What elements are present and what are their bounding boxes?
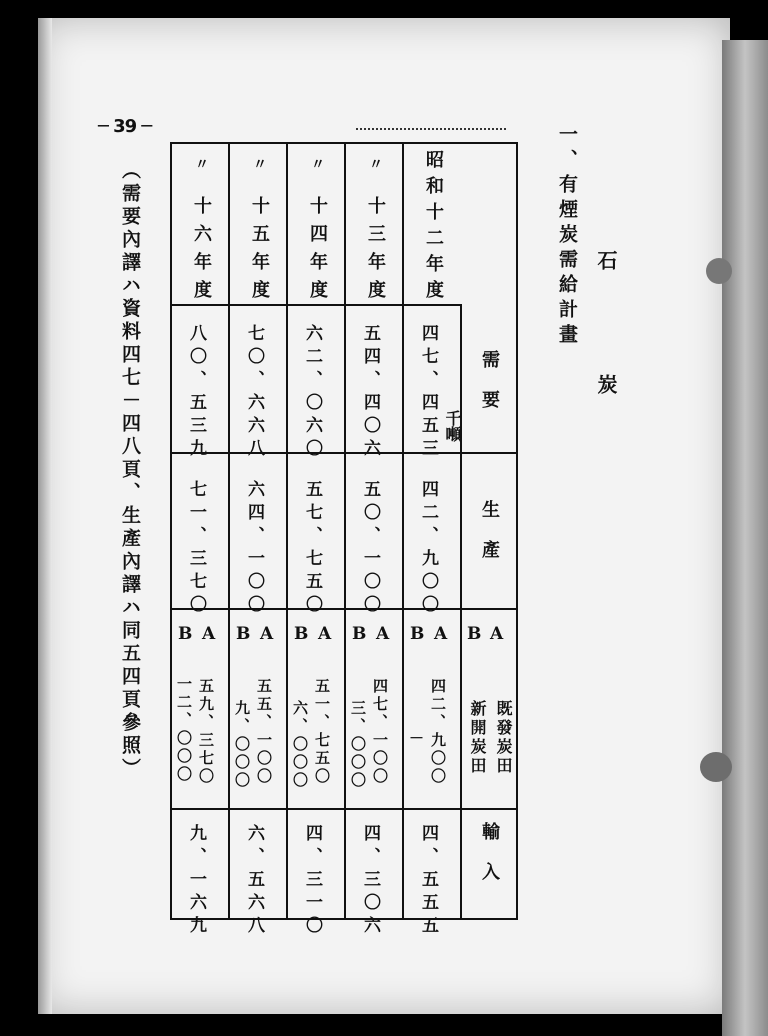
- row-b-value: 九、〇〇〇: [233, 700, 251, 790]
- row-production: 五〇、一〇〇: [360, 480, 380, 618]
- row-production: 七一、三七〇: [186, 480, 206, 618]
- row-year: 十三年度: [365, 196, 386, 308]
- row-demand: 五四、四〇六: [360, 324, 380, 462]
- table-col-rule-0: [170, 142, 172, 920]
- row-b-value: 三、〇〇〇: [349, 700, 367, 790]
- row-demand: 八〇、五三九: [186, 324, 206, 462]
- row-a-value: 五一、七五〇: [313, 678, 331, 786]
- row-import: 四、三一〇: [302, 824, 322, 939]
- row-b-label: B: [178, 624, 197, 644]
- binding-clip-bottom: [700, 752, 732, 782]
- row-import: 四、三〇六: [360, 824, 380, 939]
- row-a-value: 五九、三七〇: [197, 678, 215, 786]
- row-b-label: B: [352, 624, 371, 644]
- page-number: ─ 39 ─: [98, 116, 152, 137]
- page-gutter-shadow: [38, 18, 52, 1014]
- row-production: 五七、七五〇: [302, 480, 322, 618]
- row-production: 四二、九〇〇: [418, 480, 438, 618]
- table-col-rule-6: [516, 142, 518, 920]
- ditto-mark: 〃: [311, 157, 325, 173]
- row-demand: 六二、〇六〇: [302, 324, 322, 462]
- header-import: 輸入: [479, 822, 500, 902]
- ditto-mark: 〃: [369, 157, 383, 173]
- footnote: （需要內譯ハ資料四七－四八頁、生產內譯ハ同五四頁參照）: [119, 160, 141, 781]
- header-production: 生產: [479, 500, 500, 580]
- row-import: 四、五五五: [418, 824, 438, 939]
- binding-edge: [722, 40, 768, 1036]
- row-b-value: －: [407, 730, 425, 748]
- header-b-label: B: [467, 624, 486, 644]
- row-import: 九、一六九: [186, 824, 206, 939]
- table-col-rule-4: [402, 142, 404, 920]
- row-demand: 七〇、六六八: [244, 324, 264, 462]
- row-a-value: 四二、九〇〇: [429, 678, 447, 786]
- header-rule: [356, 128, 506, 130]
- header-new-coalfield: 新開炭田: [468, 700, 487, 776]
- row-a-label: A: [202, 624, 220, 644]
- binding-clip-top: [706, 258, 732, 284]
- row-b-label: B: [236, 624, 255, 644]
- table-title: 一、有煙炭需給計畫: [556, 124, 578, 349]
- row-import: 六、五六八: [244, 824, 264, 939]
- row-year: 昭和十二年度: [423, 150, 444, 306]
- row-a-label: A: [376, 624, 394, 644]
- row-b-label: B: [294, 624, 313, 644]
- row-year: 十五年度: [249, 196, 270, 308]
- row-b-value: 六、〇〇〇: [291, 700, 309, 790]
- header-a-label: A: [490, 624, 508, 644]
- table-col-rule-1: [228, 142, 230, 920]
- supply-demand-table: [170, 142, 518, 920]
- ditto-mark: 〃: [195, 157, 209, 173]
- row-demand: 四七、四五三: [418, 324, 438, 462]
- row-b-label: B: [410, 624, 429, 644]
- row-a-value: 五五、一〇〇: [255, 678, 273, 786]
- unit-label: 千噸: [443, 410, 462, 442]
- row-a-value: 四七、一〇〇: [371, 678, 389, 786]
- row-year: 十六年度: [191, 196, 212, 308]
- table-col-rule-3: [344, 142, 346, 920]
- row-b-value: 一二、〇〇〇: [175, 676, 193, 784]
- row-a-label: A: [318, 624, 336, 644]
- table-col-rule-5: [460, 304, 462, 920]
- header-existing-coalfield: 既發炭田: [494, 700, 513, 776]
- header-demand: 需要: [479, 350, 500, 430]
- table-col-rule-2: [286, 142, 288, 920]
- ditto-mark: 〃: [253, 157, 267, 173]
- row-a-label: A: [434, 624, 452, 644]
- row-production: 六四、一〇〇: [244, 480, 264, 618]
- section-title: 石炭: [594, 250, 618, 498]
- row-year: 十四年度: [307, 196, 328, 308]
- row-a-label: A: [260, 624, 278, 644]
